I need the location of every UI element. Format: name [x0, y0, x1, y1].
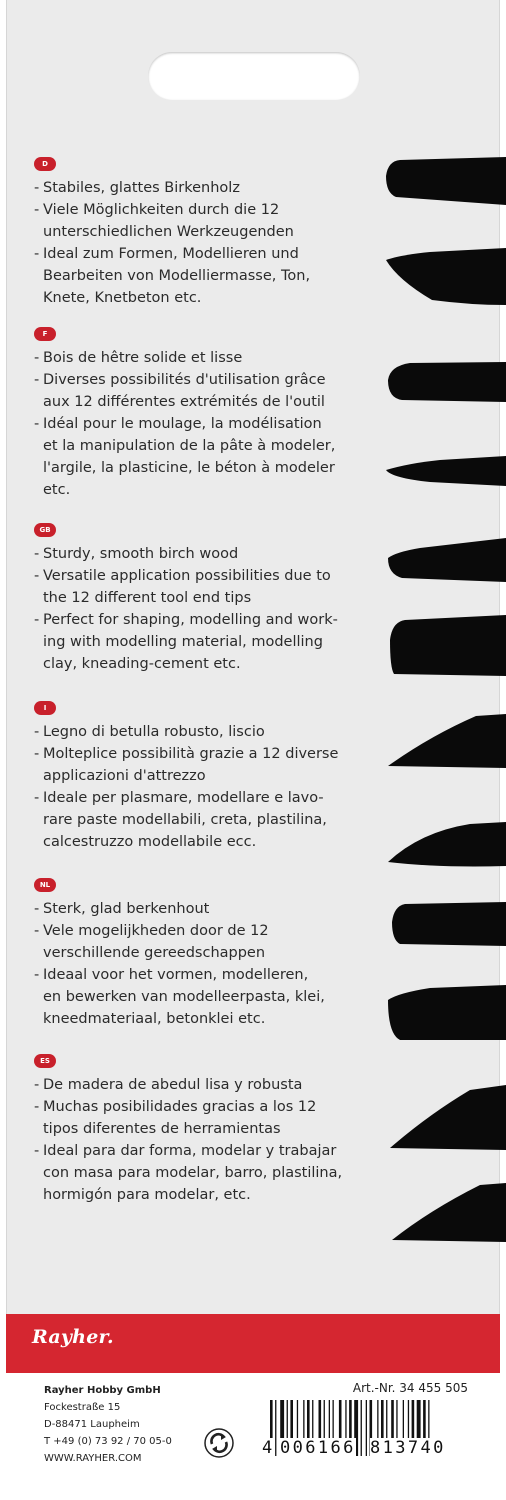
feature-line: - De madera de abedul lisa y robusta — [34, 1074, 342, 1096]
feature-line: l'argile, la plasticine, le béton à modeler — [43, 460, 335, 476]
feature-list — [34, 347, 335, 501]
feature-list — [34, 898, 325, 1030]
language-badge: I — [34, 701, 56, 715]
language-badge: GB — [34, 523, 56, 537]
feature-line: en bewerken van modelleerpasta, klei, — [43, 989, 325, 1005]
article-number: Art.-Nr. 34 455 505 — [352, 1381, 468, 1395]
barcode-left-digits: 006166 — [280, 1438, 356, 1458]
barcode-right-digits: 813740 — [370, 1438, 446, 1458]
feature-line: tipos diferentes de herramientas — [43, 1121, 281, 1137]
feature-line: - Viele Möglichkeiten durch die 12 — [34, 199, 310, 221]
feature-line: kneedmateriaal, betonklei etc. — [43, 1011, 266, 1027]
feature-line: - Vele mogelijkheden door de 12 — [34, 920, 325, 942]
feature-list — [34, 721, 338, 853]
feature-line: calcestruzzo modellabile ecc. — [43, 834, 257, 850]
phone: T +49 (0) 73 92 / 70 05-0 — [44, 1436, 172, 1447]
barcode-bar — [366, 1400, 367, 1456]
feature-line: - Sturdy, smooth birch wood — [34, 543, 338, 565]
feature-line: - Stabiles, glattes Birkenholz — [34, 177, 310, 199]
feature-line: - Versatile application possibilities due to — [34, 565, 338, 587]
barcode-bar — [275, 1400, 276, 1456]
language-badge: NL — [34, 878, 56, 892]
feature-line: con masa para modelar, barro, plastilina, — [43, 1165, 343, 1181]
feature-line: - Idéal pour le moulage, la modélisation — [34, 413, 335, 435]
city: D-88471 Laupheim — [44, 1419, 140, 1430]
recycling-icon — [204, 1428, 234, 1458]
feature-line: verschillende gereedschappen — [43, 945, 266, 961]
language-badge: F — [34, 327, 56, 341]
rayher-logo: Rayher. — [32, 1326, 114, 1348]
feature-line: - Muchas posibilidades gracias a los 12 — [34, 1096, 342, 1118]
company-address — [44, 1382, 172, 1467]
feature-line: etc. — [43, 482, 71, 498]
feature-line: - Ideaal voor het vormen, modelleren, — [34, 964, 325, 986]
hang-hole — [148, 52, 360, 100]
feature-line: - Molteplice possibilità grazie a 12 diverse — [34, 743, 338, 765]
feature-line: rare paste modellabili, creta, plastilina, — [43, 812, 327, 828]
feature-list — [34, 1074, 342, 1206]
website: WWW.RAYHER.COM — [44, 1453, 142, 1464]
feature-line: ing with modelling material, modelling — [43, 634, 323, 650]
barcode-bar — [361, 1400, 362, 1456]
barcode-first-digit: 4 — [262, 1438, 275, 1458]
feature-line: - Ideal zum Formen, Modellieren und — [34, 243, 310, 265]
feature-line: - Ideale per plasmare, modellare e lavo- — [34, 787, 338, 809]
feature-line: hormigón para modelar, etc. — [43, 1187, 251, 1203]
feature-list — [34, 543, 338, 675]
feature-line: - Legno di betulla robusto, liscio — [34, 721, 338, 743]
feature-line: - Sterk, glad berkenhout — [34, 898, 325, 920]
feature-line: - Bois de hêtre solide et lisse — [34, 347, 335, 369]
feature-line: et la manipulation de la pâte à modeler, — [43, 438, 336, 454]
feature-line: Bearbeiten von Modelliermasse, Ton, — [43, 268, 311, 284]
feature-line: unterschiedlichen Werkzeugenden — [43, 224, 294, 240]
street: Fockestraße 15 — [44, 1402, 121, 1413]
feature-list — [34, 177, 310, 309]
feature-line: applicazioni d'attrezzo — [43, 768, 206, 784]
feature-line: - Diverses possibilités d'utilisation grâce — [34, 369, 335, 391]
feature-line: - Perfect for shaping, modelling and work- — [34, 609, 338, 631]
language-badge: ES — [34, 1054, 56, 1068]
feature-line: clay, kneading-cement etc. — [43, 656, 241, 672]
feature-line: the 12 different tool end tips — [43, 590, 252, 606]
feature-line: Knete, Knetbeton etc. — [43, 290, 202, 306]
company-name: Rayher Hobby GmbH — [44, 1385, 161, 1396]
feature-line: aux 12 différentes extrémités de l'outil — [43, 394, 325, 410]
language-badge: D — [34, 157, 56, 171]
feature-line: - Ideal para dar forma, modelar y trabajar — [34, 1140, 342, 1162]
